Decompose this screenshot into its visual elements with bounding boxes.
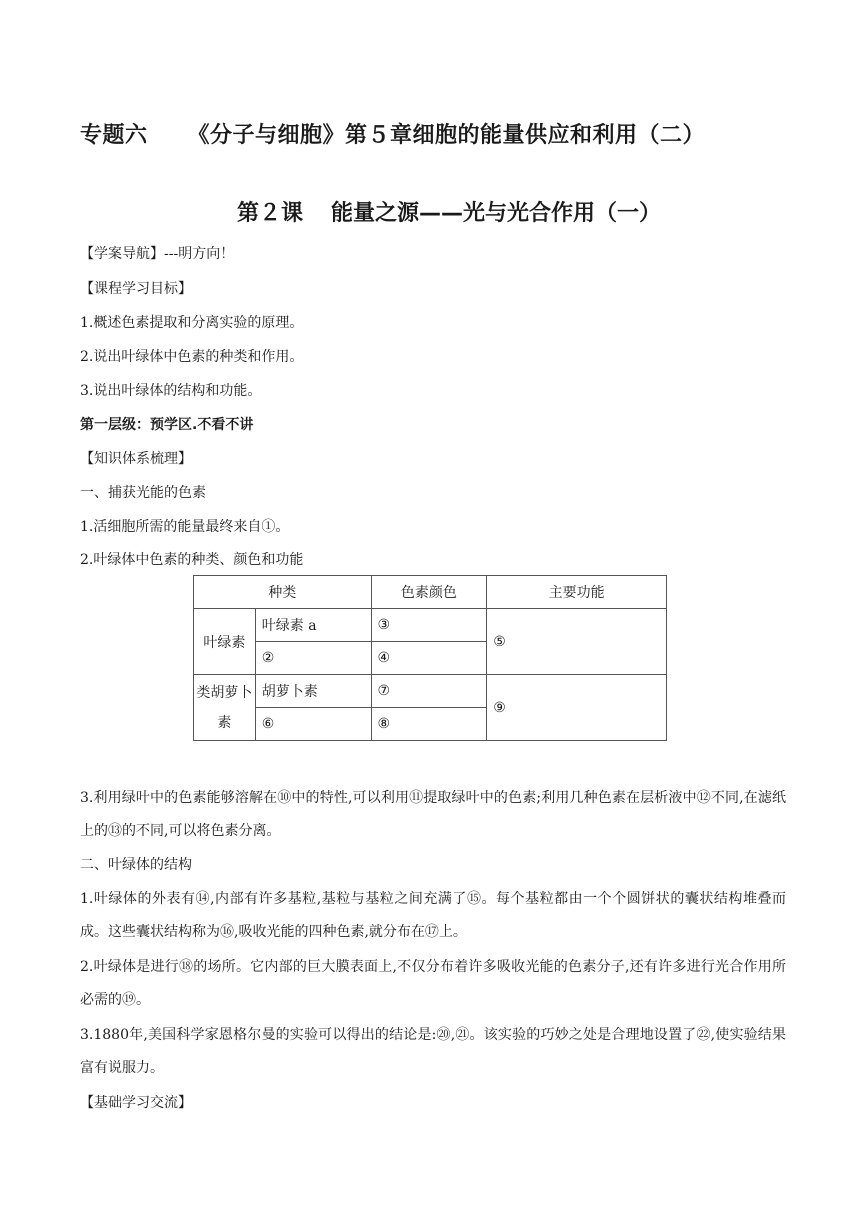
level-heading: 第一层级：预学区.不看不讲 [80,417,254,433]
lesson-title [0,196,860,227]
table-cell: ⑨ [487,675,667,741]
goal-item: 2.说出叶绿体中色素的种类和作用。 [80,349,304,365]
section-heading: 一、捕获光能的色素 [80,485,206,501]
table-cell: ⑧ [371,708,487,741]
table-cell: ② [255,642,371,675]
list-item: 1.活细胞所需的能量最终来自①。 [80,519,290,535]
list-item: 2.叶绿体中色素的种类、颜色和功能 [80,552,304,568]
lesson-number: 第２课 [236,201,303,226]
table-row [194,576,667,609]
goal-item: 1.概述色素提取和分离实验的原理。 [80,315,304,331]
topic-name: 《分子与细胞》第５章细胞的能量供应和利用（二） [187,123,706,148]
paragraph: 2.叶绿体是进行⑱的场所。它内部的巨大膜表面上,不仅分布着许多吸收光能的色素分子,还有许多进行光合作用所必需的⑲。 [80,959,786,1008]
pigment-table [193,575,667,741]
lesson-name: 能量之源——光与光合作用（一） [331,201,662,226]
nav-heading: 【学案导航】---明方向！ [80,246,235,262]
goals-heading: 【课程学习目标】 [80,281,192,297]
paragraph: 3.1880年,美国科学家恩格尔曼的实验可以得出的结论是:⑳,㉑。该实验的巧妙之处是合理地设置了㉒,使实验结果富有说服力。 [80,1027,786,1076]
goal-item: 3.说出叶绿体的结构和功能。 [80,383,262,399]
table-cell: ③ [371,609,487,642]
table-cell: ⑦ [371,675,487,708]
table-cell: 胡萝卜素 [255,675,371,708]
topic-number: 专题六 [80,123,148,148]
table-cell: ⑥ [255,708,371,741]
table-header-kind: 种类 [194,576,372,609]
table-row [194,609,667,642]
table-row [194,675,667,708]
paragraph: 3.利用绿叶中的色素能够溶解在⑩中的特性,可以利用⑪提取绿叶中的色素;利用几种色素在层析液中⑫不同,在滤纸上的⑬的不同,可以将色素分离。 [80,790,786,839]
table-cell: ⑤ [487,609,667,675]
topic-title [80,118,780,149]
table-cell: ④ [371,642,487,675]
section-heading: 二、叶绿体的结构 [80,857,192,873]
table-cell: 类胡萝卜素 [194,675,256,741]
table-header-color: 色素颜色 [371,576,487,609]
table-cell: 叶绿素 a [255,609,371,642]
table-cell: 叶绿素 [194,609,256,675]
basic-heading: 【基础学习交流】 [80,1095,192,1111]
table-header-function: 主要功能 [487,576,667,609]
knowledge-heading: 【知识体系梳理】 [80,451,192,467]
paragraph: 1.叶绿体的外表有⑭,内部有许多基粒,基粒与基粒之间充满了⑮。每个基粒都由一个个圆饼状的囊状结构堆叠而成。这些囊状结构称为⑯,吸收光能的四种色素,就分布在⑰上。 [80,891,786,940]
